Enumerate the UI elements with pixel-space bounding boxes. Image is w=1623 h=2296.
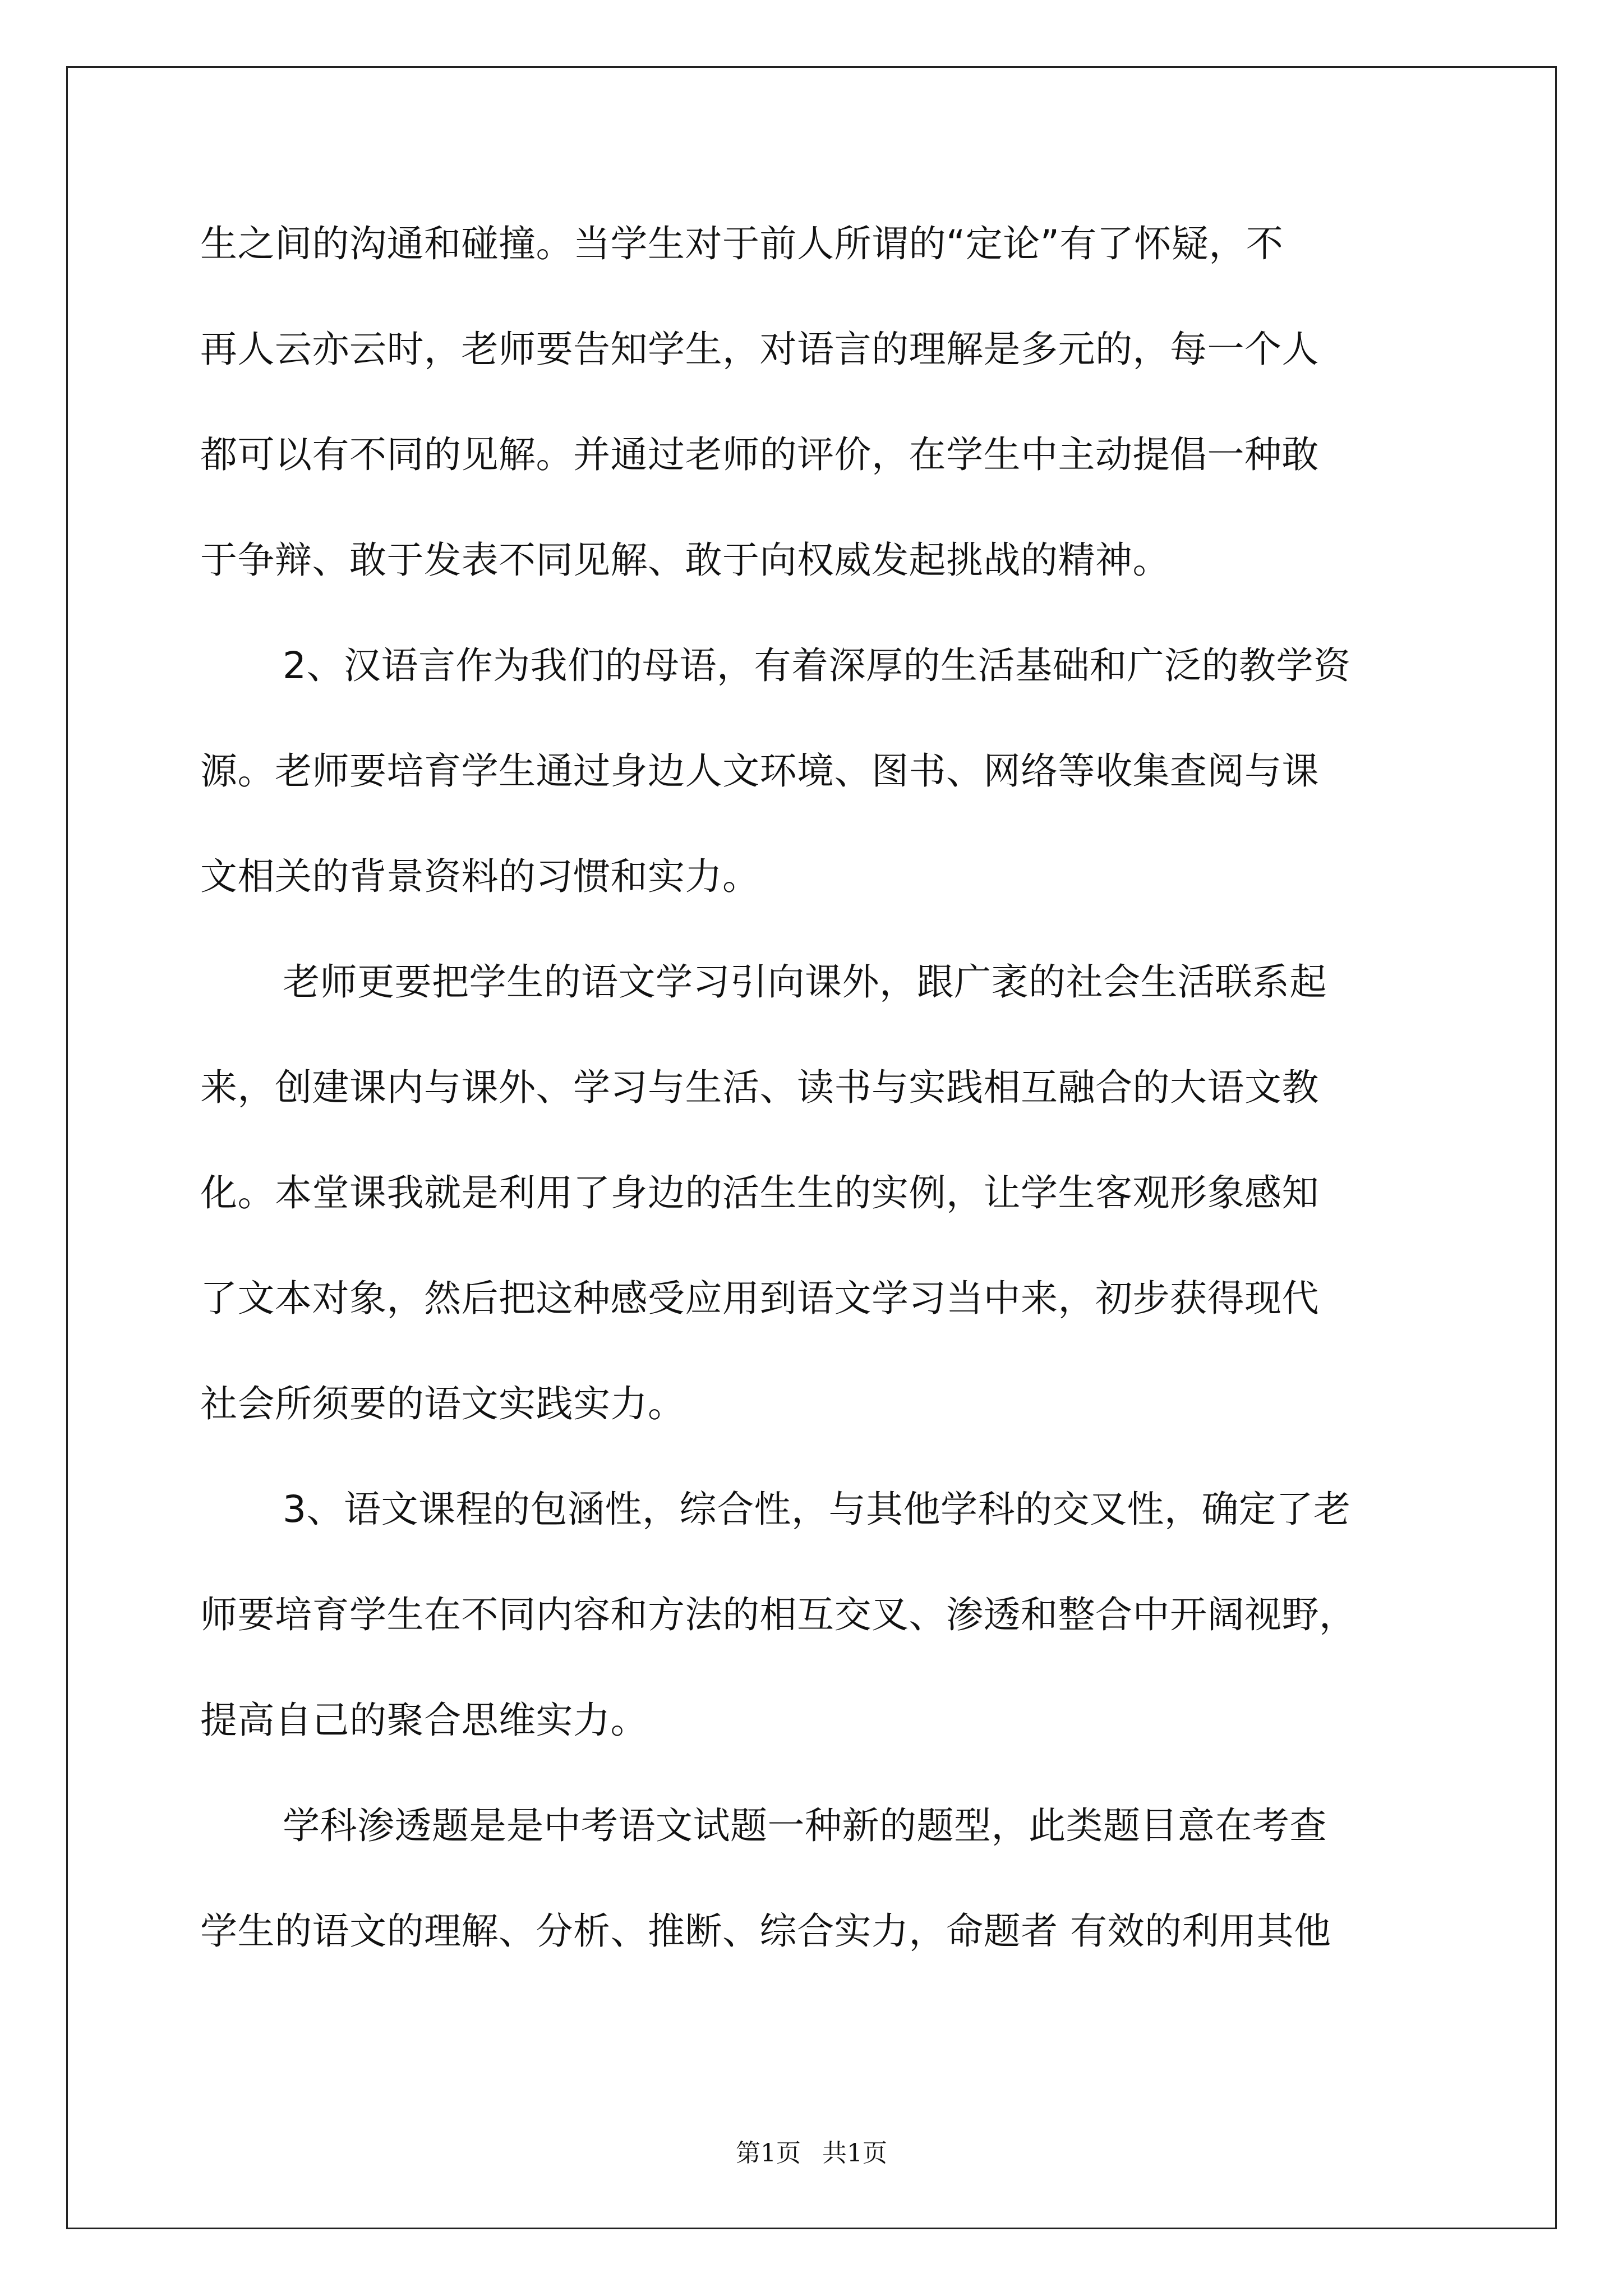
text-line: 再人云亦云时，老师要告知学生，对语言的理解是多元的，每一个人	[200, 328, 1319, 371]
text-line: 3、语文课程的包涵性，综合性，与其他学科的交叉性，确定了老	[283, 1488, 1351, 1531]
text-line: 化。本堂课我就是利用了身边的活生生的实例，让学生客观形象感知	[200, 1171, 1319, 1214]
text-line: 文相关的背景资料的习惯和实力。	[200, 855, 760, 898]
page-total: 共1页	[822, 2139, 887, 2168]
text-line: 生之间的沟通和碰撞。当学生对于前人所谓的“定论”有了怀疑，不	[200, 222, 1284, 265]
text-line: 学生的语文的理解、分析、推断、综合实力，命题者 有效的利用其他	[200, 1910, 1331, 1953]
text-line: 社会所须要的语文实践实力。	[200, 1382, 685, 1425]
text-line: 师要培育学生在不同内容和方法的相互交叉、渗透和整合中开阔视野，	[200, 1593, 1357, 1636]
page-number: 第1页	[736, 2139, 801, 2168]
text-line: 来，创建课内与课外、学习与生活、读书与实践相互融合的大语文教	[200, 1066, 1319, 1109]
text-line: 老师更要把学生的语文学习引向课外，跟广袤的社会生活联系起	[283, 960, 1327, 1004]
text-line: 都可以有不同的见解。并通过老师的评价，在学生中主动提倡一种敢	[200, 433, 1319, 476]
page-footer	[0, 2133, 1623, 2169]
text-line: 源。老师要培育学生通过身边人文环境、图书、网络等收集查阅与课	[200, 749, 1319, 793]
document-body	[200, 202, 1440, 1995]
text-line: 2、汉语言作为我们的母语，有着深厚的生活基础和广泛的教学资	[283, 644, 1351, 687]
text-line: 于争辩、敢于发表不同见解、敢于向权威发起挑战的精神。	[200, 539, 1170, 582]
text-line: 提高自己的聚合思维实力。	[200, 1699, 648, 1742]
text-line: 学科渗透题是是中考语文试题一种新的题型，此类题目意在考查	[283, 1804, 1327, 1847]
text-line: 了文本对象，然后把这种感受应用到语文学习当中来，初步获得现代	[200, 1277, 1319, 1320]
